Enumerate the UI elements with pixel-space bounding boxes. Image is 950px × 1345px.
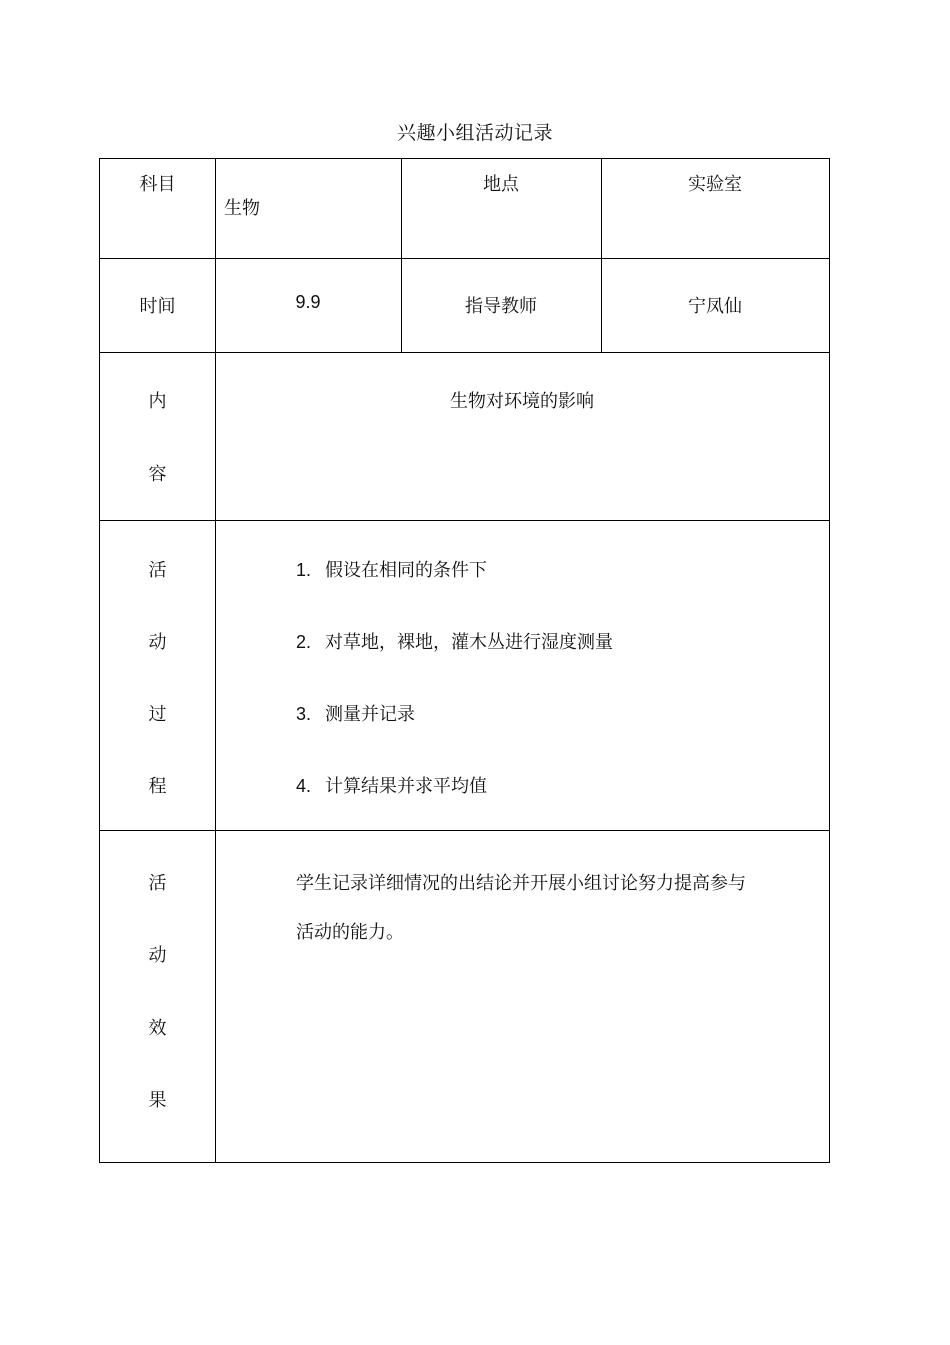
effect-label-char: 活 <box>148 873 167 894</box>
effect-label-char: 果 <box>148 1090 167 1111</box>
time-label: 时间 <box>139 296 176 317</box>
teacher-value: 宁凤仙 <box>688 296 742 317</box>
time-value: 9.9 <box>295 292 321 312</box>
process-label-char: 过 <box>148 704 167 725</box>
page-title: 兴趣小组活动记录 <box>396 122 553 144</box>
process-step <box>296 556 487 582</box>
step-text: 假设在相同的条件下 <box>325 560 487 581</box>
row-divider <box>100 520 829 521</box>
step-number: 3. <box>296 704 312 724</box>
step-number: 1. <box>296 560 312 580</box>
effect-text-line: 学生记录详细情况的出结论并开展小组讨论努力提高参与 <box>296 873 746 894</box>
effect-label-char: 动 <box>148 945 167 966</box>
step-text: 测量并记录 <box>325 704 415 725</box>
process-step <box>296 628 613 654</box>
teacher-label: 指导教师 <box>465 296 537 317</box>
step-number: 2. <box>296 632 312 652</box>
process-step <box>296 700 415 726</box>
row-divider <box>100 830 829 831</box>
step-text: 对草地，裸地，灌木丛进行湿度测量 <box>325 632 613 653</box>
effect-text-line: 活动的能力。 <box>296 922 404 943</box>
record-table <box>99 158 830 1163</box>
step-text: 计算结果并求平均值 <box>325 776 487 797</box>
process-label-char: 动 <box>148 632 167 653</box>
effect-label-char: 效 <box>148 1018 167 1039</box>
subject-label: 科目 <box>139 174 176 195</box>
place-label: 地点 <box>483 174 519 195</box>
content-label-char: 容 <box>148 464 167 485</box>
process-label-char: 程 <box>148 776 167 797</box>
process-label-char: 活 <box>148 560 167 581</box>
process-step <box>296 772 487 798</box>
row-divider <box>100 258 829 259</box>
place-value: 实验室 <box>688 174 742 195</box>
content-label-char: 内 <box>148 391 167 412</box>
subject-value: 生物 <box>224 198 260 219</box>
content-value: 生物对环境的影响 <box>450 391 594 412</box>
row-divider <box>100 352 829 353</box>
step-number: 4. <box>296 776 312 796</box>
